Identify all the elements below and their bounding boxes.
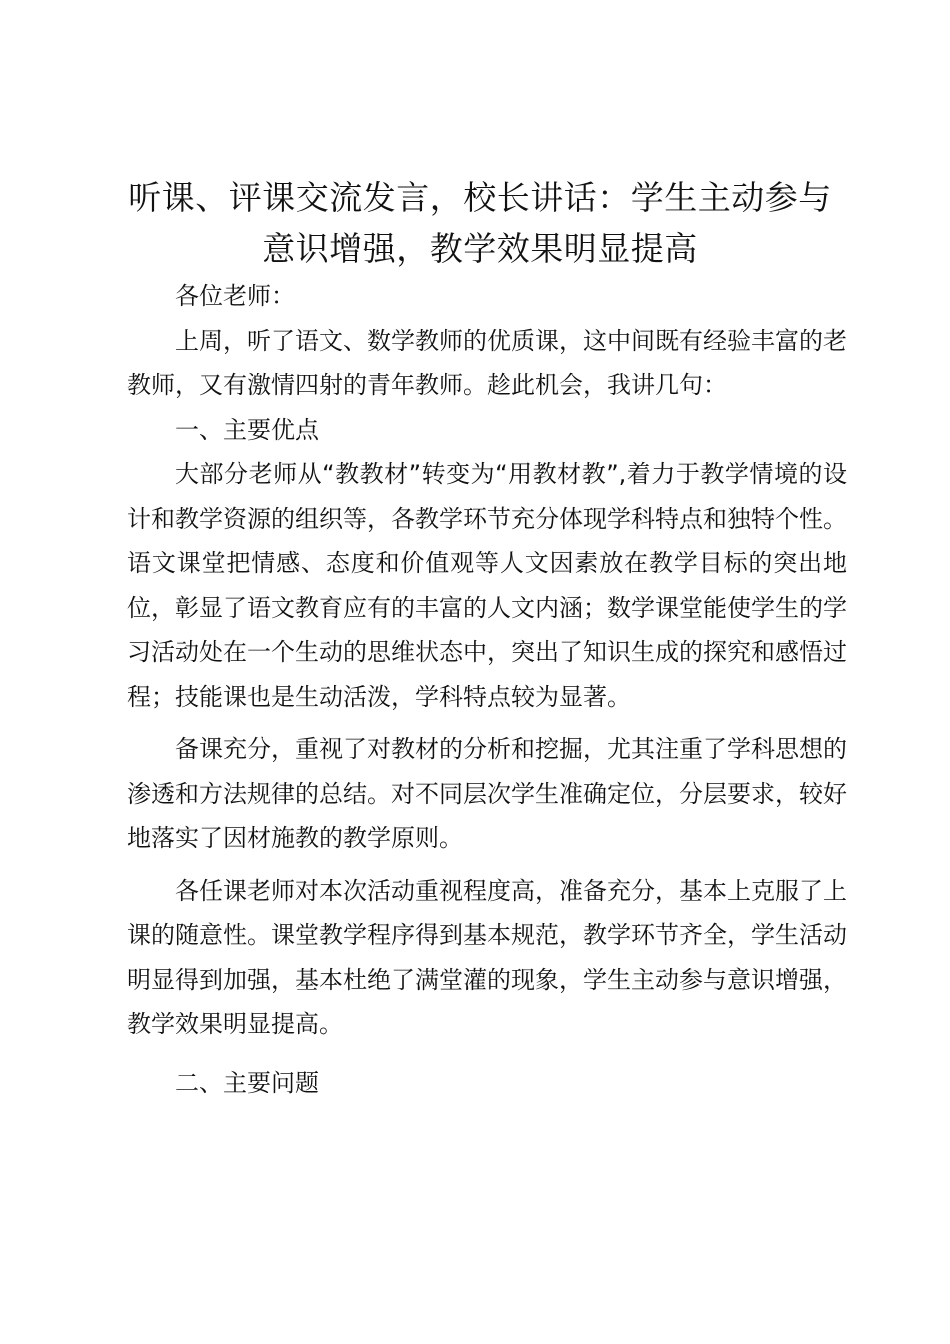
section-heading-strengths: 一、主要优点	[175, 415, 319, 444]
section-heading-problems: 二、主要问题	[175, 1068, 319, 1097]
document-title: 听课、评课交流发言，校长讲话：学生主动参与意识增强，教学效果明显提高	[128, 178, 832, 268]
salutation: 各位老师：	[175, 282, 295, 310]
document-body	[127, 274, 847, 1105]
paragraph-strengths-3: 各任课老师对本次活动重视程度高，准备充分，基本上克服了上课的随意性。课堂教学程序得到基本规范，教学环节齐全，学生活动明显得到加强，基本杜绝了满堂灌的现象，学生主动参与意识增强，教学效果明显提高。	[127, 876, 847, 1038]
paragraph-strengths-2: 备课充分，重视了对教材的分析和挖掘，尤其注重了学科思想的渗透和方法规律的总结。对不同层次学生准确定位，分层要求，较好地落实了因材施教的教学原则。	[127, 735, 847, 852]
paragraph-intro: 上周，听了语文、数学教师的优质课，这中间既有经验丰富的老教师，又有激情四射的青年教师。趁此机会，我讲几句：	[127, 326, 847, 399]
paragraph-strengths-1: 大部分老师从“教教材”转变为“用教材教”,着力于教学情境的设计和教学资源的组织等，各教学环节充分体现学科特点和独特个性。语文课堂把情感、态度和价值观等人文因素放在教学目标的突出地位，彰显了语文教育应有的丰富的人文内涵；数学课堂能使学生的学习活动处在一个生动的思维状态中，突出了知识生成的探究和感悟过程；技能课也是生动活泼，学科特点较为显著。	[127, 460, 847, 711]
